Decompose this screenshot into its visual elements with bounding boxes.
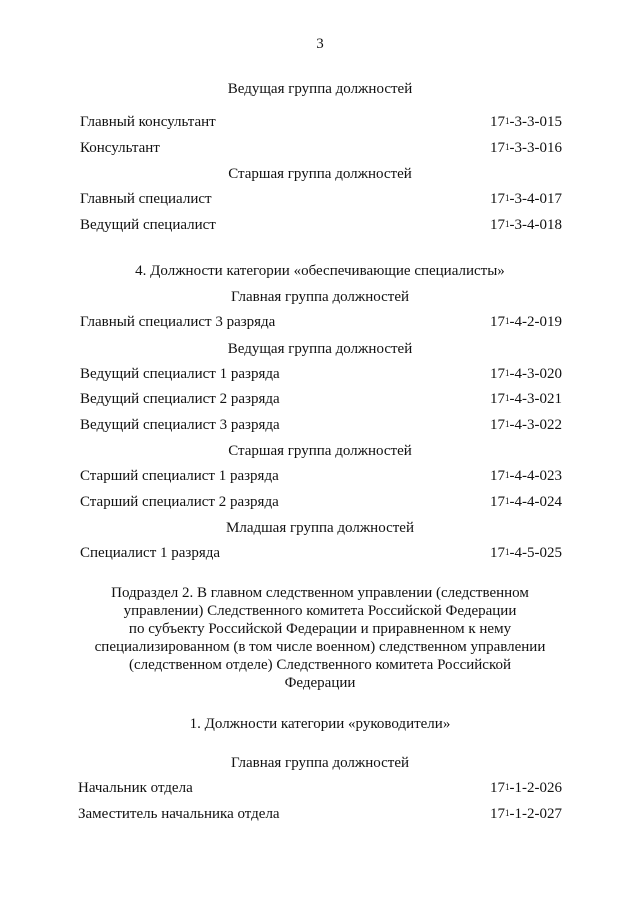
- position-title: Главный консультант: [80, 114, 216, 130]
- group-heading-junior: Младшая группа должностей: [226, 520, 414, 536]
- subsection-line: специализированном (в том числе военном) следственном управлении: [94, 639, 546, 655]
- group-heading-main: Главная группа должностей: [230, 289, 410, 305]
- group-heading-senior: Старшая группа должностей: [228, 443, 412, 459]
- position-title: Заместитель начальника отдела: [78, 806, 280, 822]
- group-heading-lead: Ведущая группа должностей: [227, 81, 413, 97]
- position-code: $17^1-1-2-026$: [490, 780, 562, 796]
- subsection-line: (следственном отделе) Следственного комитета Российской: [128, 657, 512, 673]
- position-row: [78, 780, 562, 800]
- category-heading: 4. Должности категории «обеспечивающие специалисты»: [135, 263, 505, 279]
- position-code: $17^1-4-4-023$: [490, 468, 562, 484]
- subsection-heading: [70, 584, 570, 692]
- position-row: [78, 806, 562, 826]
- position-title: Старший специалист 1 разряда: [80, 468, 279, 484]
- position-code: $17^1-3-4-018$: [490, 217, 562, 233]
- subsection-line: по субъекту Российской Федерации и приравненном к нему: [128, 621, 512, 637]
- group-heading-main: Главная группа должностей: [230, 755, 410, 771]
- position-row: [80, 366, 562, 386]
- position-title: Консультант: [80, 140, 160, 156]
- position-title: Ведущий специалист: [80, 217, 216, 233]
- position-row: [80, 545, 562, 565]
- position-code: $17^1-4-3-021$: [490, 391, 562, 407]
- position-row: [80, 314, 562, 334]
- position-row: [80, 391, 562, 411]
- position-code: $17^1-4-4-024$: [490, 494, 562, 510]
- position-code: $17^1-3-4-017$: [490, 191, 562, 207]
- group-heading-lead: Ведущая группа должностей: [227, 341, 413, 357]
- position-row: [80, 114, 562, 134]
- position-title: Главный специалист: [80, 191, 212, 207]
- position-title: Главный специалист 3 разряда: [80, 314, 276, 330]
- position-code: $17^1-4-2-019$: [490, 314, 562, 330]
- position-code: $17^1-3-3-015$: [490, 114, 562, 130]
- position-title: Ведущий специалист 2 разряда: [80, 391, 280, 407]
- subsection-line: Подраздел 2. В главном следственном управлении (следственном: [111, 585, 529, 601]
- category-heading: 1. Должности категории «руководители»: [189, 716, 451, 732]
- position-title: Специалист 1 разряда: [80, 545, 221, 561]
- position-row: [80, 140, 562, 160]
- subsection-line: Федерации: [284, 675, 356, 691]
- position-code: $17^1-3-3-016$: [490, 140, 562, 156]
- position-row: [80, 217, 562, 237]
- position-row: [80, 468, 562, 488]
- position-title: Начальник отдела: [78, 780, 193, 796]
- position-row: [80, 417, 562, 437]
- position-code: $17^1-4-3-020$: [490, 366, 562, 382]
- position-code: $17^1-1-2-027$: [490, 806, 562, 822]
- position-title: Ведущий специалист 3 разряда: [80, 417, 280, 433]
- position-row: [80, 191, 562, 211]
- position-code: $17^1-4-3-022$: [490, 417, 562, 433]
- page-number: 3: [316, 36, 324, 52]
- position-row: [80, 494, 562, 514]
- position-code: $17^1-4-5-025$: [490, 545, 562, 561]
- group-heading-senior: Старшая группа должностей: [228, 166, 412, 182]
- subsection-line: управлении) Следственного комитета Российской Федерации: [123, 603, 517, 619]
- position-title: Старший специалист 2 разряда: [80, 494, 279, 510]
- position-title: Ведущий специалист 1 разряда: [80, 366, 280, 382]
